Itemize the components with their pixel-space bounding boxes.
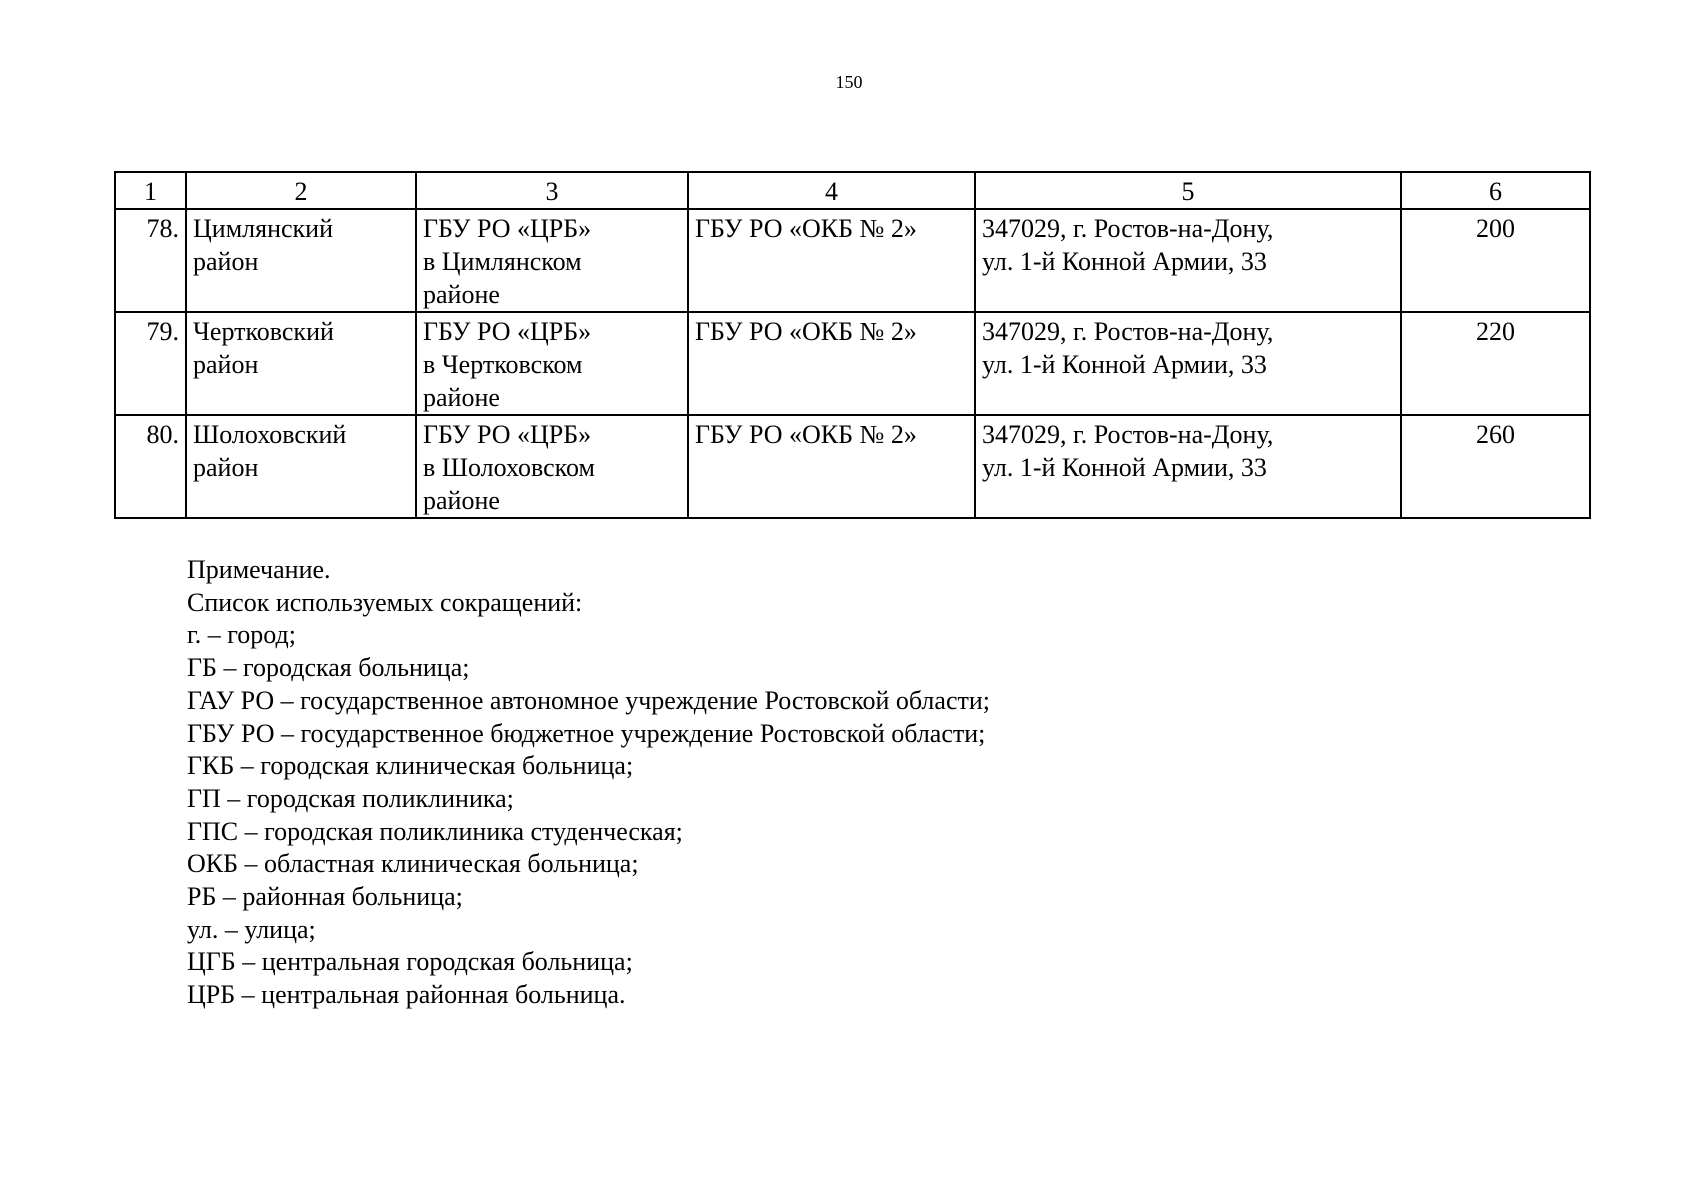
abbreviation-item: ОКБ – областная клиническая больница;	[187, 849, 639, 879]
column-header: 1	[115, 172, 186, 209]
row-number: 78.	[115, 209, 186, 312]
table-row	[115, 312, 1590, 415]
abbreviation-item: РБ – районная больница;	[187, 882, 463, 912]
institution-line: ГБУ РО «ЦРБ»	[423, 317, 592, 346]
institution-line: в Цимлянском	[423, 247, 582, 276]
count-cell: 260	[1401, 415, 1590, 518]
page-number: 150	[835, 72, 863, 92]
institution-cell	[416, 312, 688, 415]
hospital-cell: ГБУ РО «ОКБ № 2»	[688, 312, 975, 415]
abbreviation-item: ГБ – городская больница;	[187, 653, 470, 683]
district-line: район	[193, 350, 259, 379]
institution-line: в Чертковском	[423, 350, 583, 379]
column-header: 4	[688, 172, 975, 209]
address-cell	[975, 312, 1401, 415]
district-line: Шолоховский	[193, 420, 347, 449]
district-line: район	[193, 453, 259, 482]
district-cell	[186, 312, 416, 415]
abbreviation-item: ЦРБ – центральная районная больница.	[187, 980, 626, 1010]
hospital-table	[114, 171, 1591, 519]
column-header: 2	[186, 172, 416, 209]
table-row	[115, 415, 1590, 518]
note-subtitle: Список используемых сокращений:	[187, 587, 583, 617]
address-line: 347029, г. Ростов-на-Дону,	[982, 420, 1274, 449]
address-line: 347029, г. Ростов-на-Дону,	[982, 317, 1274, 346]
row-number: 79.	[115, 312, 186, 415]
abbreviation-item: ГКБ – городская клиническая больница;	[187, 751, 634, 781]
abbreviation-item: г. – город;	[187, 620, 296, 650]
row-number: 80.	[115, 415, 186, 518]
district-line: район	[193, 247, 259, 276]
address-line: 347029, г. Ростов-на-Дону,	[982, 214, 1274, 243]
district-line: Чертковский	[193, 317, 334, 346]
district-cell	[186, 209, 416, 312]
address-line: ул. 1-й Конной Армии, 33	[982, 350, 1267, 379]
institution-line: районе	[423, 486, 500, 515]
count-cell: 200	[1401, 209, 1590, 312]
address-cell	[975, 209, 1401, 312]
table-row	[115, 209, 1590, 312]
institution-line: в Шолоховском	[423, 453, 595, 482]
abbreviation-item: ГПС – городская поликлиника студенческая;	[187, 816, 683, 846]
institution-cell	[416, 415, 688, 518]
column-header: 6	[1401, 172, 1590, 209]
abbreviation-item: ГП – городская поликлиника;	[187, 783, 514, 813]
institution-line: ГБУ РО «ЦРБ»	[423, 420, 592, 449]
note-title: Примечание.	[187, 555, 331, 584]
district-cell	[186, 415, 416, 518]
abbreviation-item: ГАУ РО – государственное автономное учреждение Ростовской области;	[187, 685, 990, 715]
abbreviation-item: ЦГБ – центральная городская больница;	[187, 947, 633, 977]
institution-cell	[416, 209, 688, 312]
column-header: 3	[416, 172, 688, 209]
address-line: ул. 1-й Конной Армии, 33	[982, 247, 1267, 276]
district-line: Цимлянский	[193, 214, 333, 243]
hospital-cell: ГБУ РО «ОКБ № 2»	[688, 209, 975, 312]
table-header-row	[115, 172, 1590, 209]
address-cell	[975, 415, 1401, 518]
abbreviation-item: ГБУ РО – государственное бюджетное учреждение Ростовской области;	[187, 718, 986, 748]
abbreviations-note	[187, 554, 990, 1012]
institution-line: ГБУ РО «ЦРБ»	[423, 214, 592, 243]
abbreviation-item: ул. – улица;	[187, 914, 316, 944]
column-header: 5	[975, 172, 1401, 209]
hospital-cell: ГБУ РО «ОКБ № 2»	[688, 415, 975, 518]
institution-line: районе	[423, 383, 500, 412]
address-line: ул. 1-й Конной Армии, 33	[982, 453, 1267, 482]
institution-line: районе	[423, 280, 500, 309]
count-cell: 220	[1401, 312, 1590, 415]
